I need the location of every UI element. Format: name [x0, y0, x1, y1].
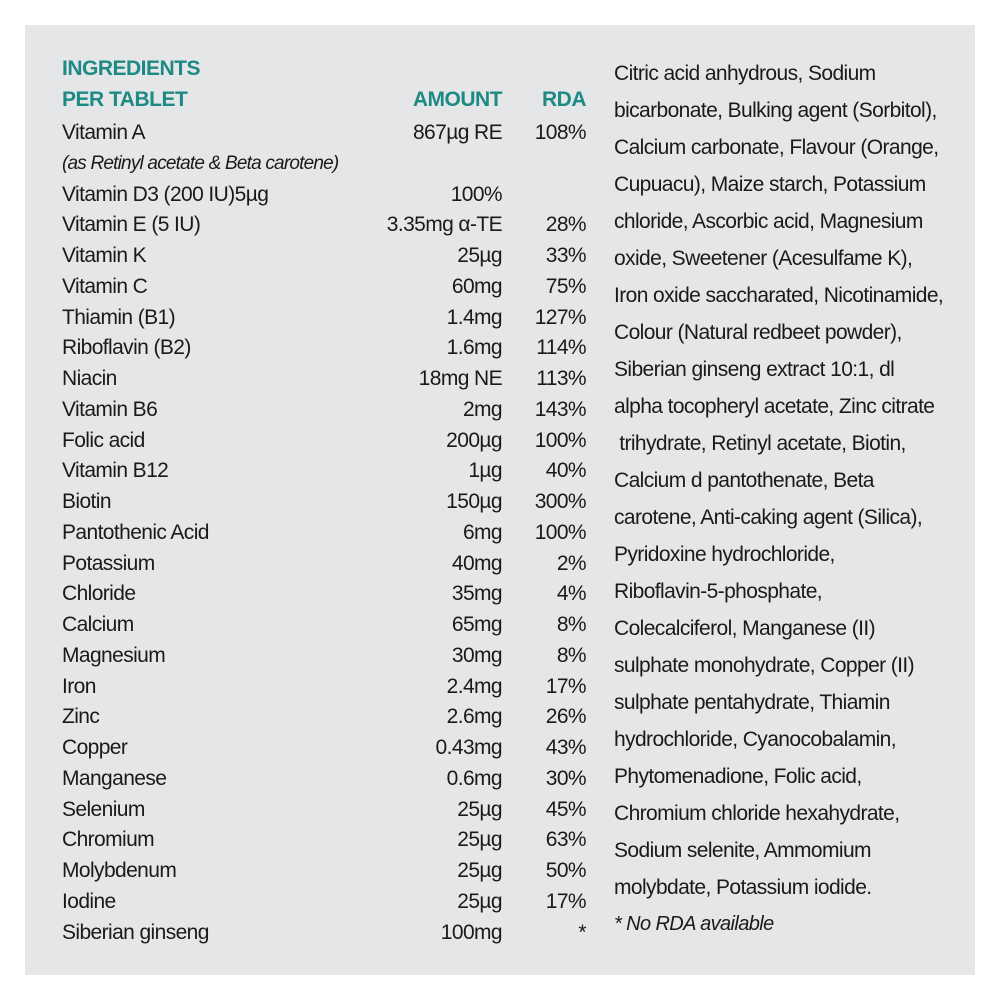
nutrient-amount: 100mg [440, 920, 502, 944]
nutrient-name: Magnesium [62, 643, 166, 667]
nutrient-rda: 63% [545, 828, 586, 852]
ingredients-line: Cupuacu), Maize starch, Potassium [614, 173, 926, 196]
nutrient-rda: 2% [556, 551, 586, 575]
nutrient-name: Siberian ginseng [62, 920, 209, 944]
nutrient-name: Riboflavin (B2) [62, 336, 191, 360]
nutrient-amount: 3.35mg α-TE [386, 213, 502, 237]
nutrient-amount: 6mg [462, 520, 502, 544]
ingredients-line: sulphate monohydrate, Copper (II) [614, 654, 915, 677]
nutrient-amount: 30mg [451, 643, 502, 667]
ingredients-line: sulphate pentahydrate, Thiamin [614, 691, 890, 714]
nutrient-rda: 127% [534, 305, 586, 329]
nutrient-rda: 43% [545, 736, 586, 759]
nutrient-amount: 1µg [468, 459, 502, 483]
nutrient-name: Vitamin C [62, 274, 148, 298]
table-row [62, 672, 602, 703]
ingredients-line: Phytomenadione, Folic acid, [614, 765, 862, 788]
header-rda: RDA [542, 88, 586, 111]
nutrient-amount: 60mg [451, 274, 502, 298]
ingredients-line: Calcium d pantothenate, Beta [614, 469, 874, 492]
nutrient-rda: 8% [556, 613, 586, 636]
nutrient-name: Calcium [62, 613, 134, 636]
table-row [62, 426, 602, 457]
ingredients-line: Iron oxide saccharated, Nicotinamide, [614, 284, 944, 307]
nutrient-amount: 2mg [462, 397, 502, 421]
nutrient-amount: 25µg [457, 889, 502, 913]
ingredients-list [614, 55, 966, 906]
nutrient-name: Zinc [62, 705, 100, 729]
table-row [62, 272, 602, 303]
header-amount: AMOUNT [412, 88, 502, 111]
nutrient-rda: 100% [534, 428, 586, 452]
table-row [62, 456, 602, 487]
table-row [62, 118, 602, 149]
table-row [62, 918, 602, 949]
ingredients-line: Riboflavin-5-phosphate, [614, 580, 823, 603]
nutrient-amount: 2.6mg [446, 705, 502, 729]
ingredients-line: Colecalciferol, Manganese (II) [614, 617, 875, 640]
nutrient-amount: 0.6mg [446, 766, 502, 790]
table-row [62, 549, 602, 580]
nutrient-name: Thiamin (B1) [62, 305, 175, 329]
ingredients-line: Calcium carbonate, Flavour (Orange, [614, 136, 939, 159]
nutrient-name: Chromium [62, 828, 155, 852]
nutrient-amount: 200µg [446, 428, 502, 452]
table-row [62, 333, 602, 364]
nutrient-amount: 100% [450, 182, 502, 206]
table-row [62, 641, 602, 672]
nutrient-rda: 114% [536, 336, 586, 360]
table-row [62, 825, 602, 856]
table-row [62, 733, 602, 764]
ingredients-line: chloride, Ascorbic acid, Magnesium [614, 210, 923, 233]
nutrient-rda: 30% [545, 766, 586, 790]
nutrient-name: Vitamin K [62, 244, 147, 267]
ingredients-line: hydrochloride, Cyanocobalamin, [614, 728, 896, 751]
nutrient-amount: 65mg [451, 613, 502, 636]
header-ingredients: INGREDIENTS [62, 57, 201, 80]
nutrient-name: Vitamin A [62, 121, 145, 144]
nutrient-name: Folic acid [62, 428, 145, 452]
nutrient-rda: 17% [545, 889, 586, 913]
table-row [62, 887, 602, 918]
nutrient-rda: 50% [545, 859, 586, 882]
nutrient-rda: 100% [534, 520, 586, 544]
table-row [62, 487, 602, 518]
nutrient-amount: 25µg [457, 244, 502, 267]
ingredients-line: molybdate, Potassium iodide. [614, 876, 872, 899]
nutrient-name: Vitamin D3 (200 IU)5µg [62, 182, 269, 206]
nutrient-rda: 40% [545, 459, 586, 483]
nutrient-name: Manganese [62, 766, 167, 790]
nutrient-rda: * [578, 920, 586, 944]
table-row [62, 303, 602, 334]
header-per-tablet: PER TABLET [62, 88, 188, 111]
nutrient-rda: 4% [556, 582, 586, 606]
nutrient-name: Vitamin E (5 IU) [62, 213, 201, 237]
nutrient-rda: 26% [545, 705, 586, 729]
nutrient-name: Molybdenum [62, 859, 177, 882]
table-row [62, 210, 602, 241]
table-row [62, 610, 602, 641]
nutrient-rda: 17% [545, 674, 586, 698]
ingredients-line: Chromium chloride hexahydrate, [614, 802, 900, 825]
nutrient-amount: 1.6mg [446, 336, 502, 360]
nutrient-name: Vitamin B12 [62, 459, 169, 483]
nutrient-name: Biotin [62, 490, 111, 513]
nutrient-amount: 40mg [451, 551, 502, 575]
nutrient-amount: 0.43mg [435, 736, 502, 759]
nutrient-amount: 1.4mg [446, 305, 502, 329]
table-header [62, 57, 602, 117]
ingredients-line: carotene, Anti-caking agent (Silica), [614, 506, 923, 529]
table-row [62, 180, 602, 211]
nutrient-name: Iodine [62, 889, 116, 913]
nutrient-amount: 150µg [446, 490, 502, 513]
ingredients-line: Citric acid anhydrous, Sodium [614, 62, 876, 85]
ingredients-line: Colour (Natural redbeet powder), [614, 321, 902, 344]
table-row [62, 702, 602, 733]
table-row [62, 395, 602, 426]
ingredients-line: bicarbonate, Bulking agent (Sorbitol), [614, 99, 937, 122]
nutrient-rda: 300% [534, 490, 586, 513]
nutrient-amount: 867µg RE [412, 121, 502, 144]
nutrient-name: Selenium [62, 797, 145, 821]
nutrient-amount: 25µg [457, 859, 502, 882]
ingredients-line: Pyridoxine hydrochloride, [614, 543, 835, 566]
table-row-note [62, 149, 602, 180]
table-row [62, 764, 602, 795]
nutrient-rda: 33% [545, 244, 586, 267]
nutrient-amount: 35mg [451, 582, 502, 606]
nutrient-amount: 25µg [457, 828, 502, 852]
table-row [62, 856, 602, 887]
nutrient-name: Vitamin B6 [62, 397, 158, 421]
nutrient-rda: 143% [534, 397, 586, 421]
table-row [62, 579, 602, 610]
nutrient-rda: 45% [545, 797, 586, 821]
nutrient-rda: 28% [545, 213, 586, 237]
ingredients-line: Siberian ginseng extract 10:1, dl [614, 358, 895, 381]
rda-footnote: * No RDA available [614, 913, 774, 935]
table-row [62, 241, 602, 272]
ingredients-line: oxide, Sweetener (Acesulfame K), [614, 247, 913, 270]
table-row [62, 364, 602, 395]
nutrient-name: Niacin [62, 367, 117, 390]
nutrient-name: Copper [62, 736, 128, 759]
ingredients-line: Sodium selenite, Ammomium [614, 839, 871, 862]
table-row [62, 795, 602, 826]
nutrient-name: Iron [62, 674, 96, 698]
nutrient-amount: 18mg NE [418, 367, 502, 390]
nutrient-rda: 75% [545, 274, 586, 298]
ingredients-line: alpha tocopheryl acetate, Zinc citrate [614, 395, 935, 418]
nutrient-name: Potassium [62, 551, 155, 575]
nutrient-rda: 8% [556, 643, 586, 667]
ingredients-line: trihydrate, Retinyl acetate, Biotin, [614, 432, 906, 455]
nutrient-rda: 108% [534, 121, 586, 144]
table-row [62, 518, 602, 549]
nutrient-name: Chloride [62, 582, 136, 606]
nutrient-name: Pantothenic Acid [62, 520, 209, 544]
nutrient-amount: 2.4mg [446, 674, 502, 698]
nutrient-rda: 113% [536, 367, 586, 390]
nutrient-amount: 25µg [457, 797, 502, 821]
nutrient-table [62, 118, 602, 948]
nutrient-name: (as Retinyl acetate & Beta carotene) [62, 152, 339, 174]
